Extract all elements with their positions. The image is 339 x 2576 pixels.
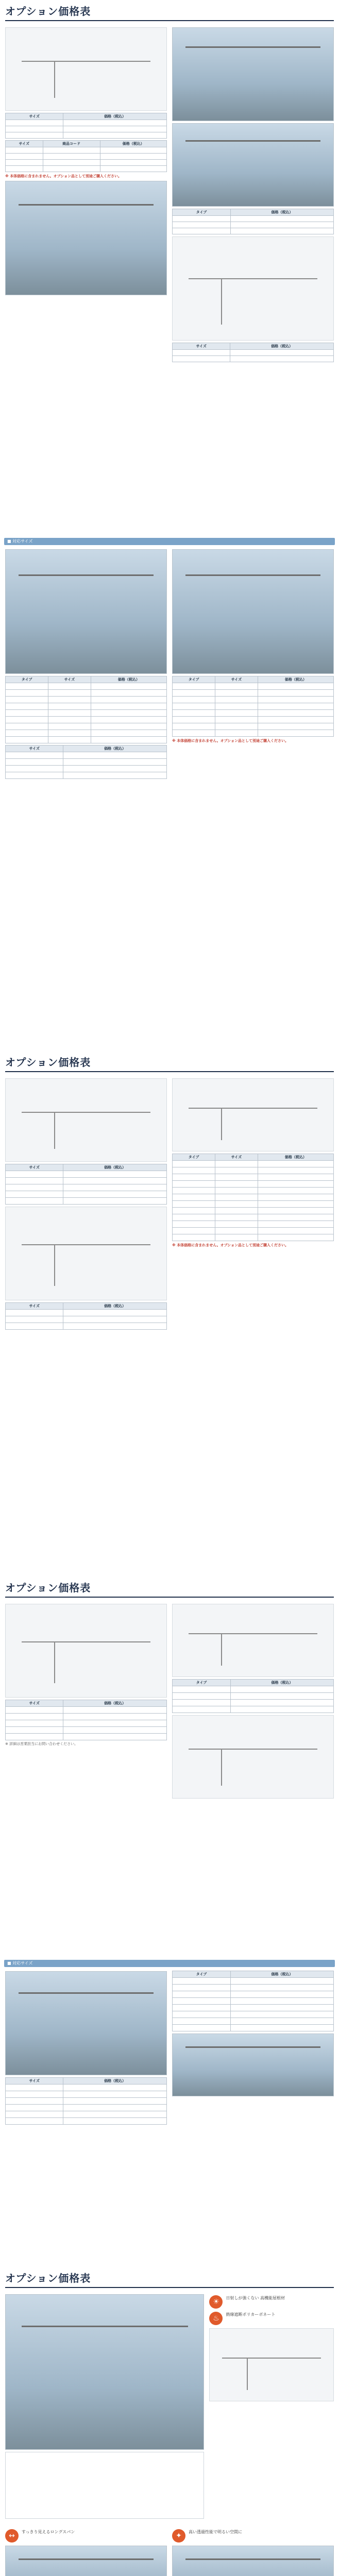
diagram-3	[5, 1078, 167, 1162]
col-header: サイズ	[48, 676, 91, 683]
col-header: タイプ	[173, 676, 215, 683]
photo-3	[172, 123, 334, 207]
col-header: 価格（税込）	[63, 745, 167, 752]
page-title: オプション価格表	[5, 1580, 334, 1598]
section-6	[0, 2267, 339, 2576]
photo-7	[172, 2033, 334, 2096]
col-header: 価格（税込）	[230, 209, 333, 216]
col-header: 価格（税込）	[63, 1303, 167, 1310]
diagram-8	[172, 1715, 334, 1799]
diagram-7	[172, 1604, 334, 1677]
col-header: 商品コード	[43, 141, 100, 147]
photo-2	[172, 27, 334, 121]
span-icon: ↔	[5, 2529, 19, 2543]
col-header: 価格（税込）	[91, 676, 166, 683]
photo-8	[5, 2546, 167, 2576]
warning-note: ※ 本体価格に含まれません。オプション品として別途ご購入ください。	[172, 1243, 289, 1247]
table-8	[5, 1164, 167, 1205]
col-header: タイプ	[173, 1154, 215, 1161]
table-13	[5, 2077, 167, 2125]
callout-4	[172, 2529, 334, 2543]
section-1	[0, 0, 339, 536]
section-banner: ■ 対応サイズ	[4, 1960, 335, 1967]
section-2	[0, 536, 339, 1051]
col-header: 価格（税込）	[258, 1154, 333, 1161]
col-header: サイズ	[6, 1303, 63, 1310]
warning-note: ※ 本体価格に含まれません。オプション品として別途ご購入ください。	[172, 739, 289, 743]
diagram-6	[5, 1604, 167, 1698]
col-header: 価格（税込）	[63, 1164, 167, 1171]
table-3	[172, 209, 334, 234]
sun-icon: ☀	[209, 2295, 223, 2309]
callout-3	[5, 2529, 167, 2543]
diagram-4	[5, 1207, 167, 1300]
table-2	[5, 140, 167, 172]
table-5	[5, 676, 167, 743]
table-6	[5, 745, 167, 779]
light-icon: ✦	[172, 2529, 185, 2543]
heat-icon: ♨	[209, 2312, 223, 2325]
callout-1	[209, 2295, 334, 2309]
warning-note: ※ 本体価格に含まれません。オプション品として別途ご購入ください。	[5, 174, 122, 178]
callout-text: すっきり見えるロングスパン	[22, 2530, 75, 2534]
col-header: サイズ	[173, 343, 230, 350]
section-3	[0, 1051, 339, 1577]
diagram-9	[209, 2328, 334, 2401]
table-1	[5, 113, 167, 139]
photo-9	[172, 2546, 334, 2576]
callout-text: 日射しが強くない 高機能屋根材	[226, 2296, 285, 2300]
col-header: タイプ	[6, 676, 48, 683]
photo-5	[172, 549, 334, 674]
section-4	[0, 1577, 339, 1958]
callout-text: 熱線遮断ポリカーボネート	[226, 2312, 276, 2317]
table-9	[5, 1302, 167, 1330]
photo-4	[5, 549, 167, 674]
page-title: オプション価格表	[5, 3, 334, 21]
diagram-5	[172, 1078, 334, 1151]
table-14	[172, 1971, 334, 2031]
col-header: サイズ	[6, 1700, 63, 1707]
col-header: 価格（税込）	[258, 676, 333, 683]
col-header: 価格（税込）	[230, 343, 334, 350]
table-4	[172, 343, 334, 362]
diagram-2	[172, 236, 334, 341]
table-10	[172, 1154, 334, 1241]
photo-1	[5, 181, 167, 295]
table-7	[172, 676, 334, 737]
col-header: 価格（税込）	[63, 113, 167, 120]
section-banner: ■ 対応サイズ	[4, 538, 335, 545]
col-header: 価格（税込）	[63, 2078, 167, 2084]
page-title: オプション価格表	[5, 1054, 334, 1072]
table-12	[172, 1679, 334, 1713]
detail-note: ※ 詳細は営業担当にお問い合わせください。	[5, 1742, 78, 1746]
col-header: サイズ	[6, 2078, 63, 2084]
col-header: 価格（税込）	[100, 141, 167, 147]
col-header: タイプ	[173, 1680, 231, 1686]
col-header: 価格（税込）	[230, 1680, 333, 1686]
photo-6	[5, 1971, 167, 2075]
col-header: 価格（税込）	[230, 1971, 333, 1978]
col-header: サイズ	[6, 113, 63, 120]
col-header: 価格（税込）	[63, 1700, 167, 1707]
callout-text: 高い透過性能で明るい空間に	[189, 2530, 242, 2534]
col-header: サイズ	[6, 1164, 63, 1171]
hero-photo	[5, 2294, 204, 2450]
col-header: サイズ	[215, 1154, 258, 1161]
col-header: タイプ	[173, 1971, 231, 1978]
section-5	[0, 1958, 339, 2267]
diagram-1	[5, 27, 167, 111]
col-header: サイズ	[6, 141, 43, 147]
col-header: サイズ	[6, 745, 63, 752]
col-header: タイプ	[173, 209, 231, 216]
col-header: サイズ	[215, 676, 258, 683]
page-title: オプション価格表	[5, 2270, 334, 2288]
feature-box	[5, 2452, 204, 2519]
table-11	[5, 1700, 167, 1740]
callout-2	[209, 2312, 334, 2325]
